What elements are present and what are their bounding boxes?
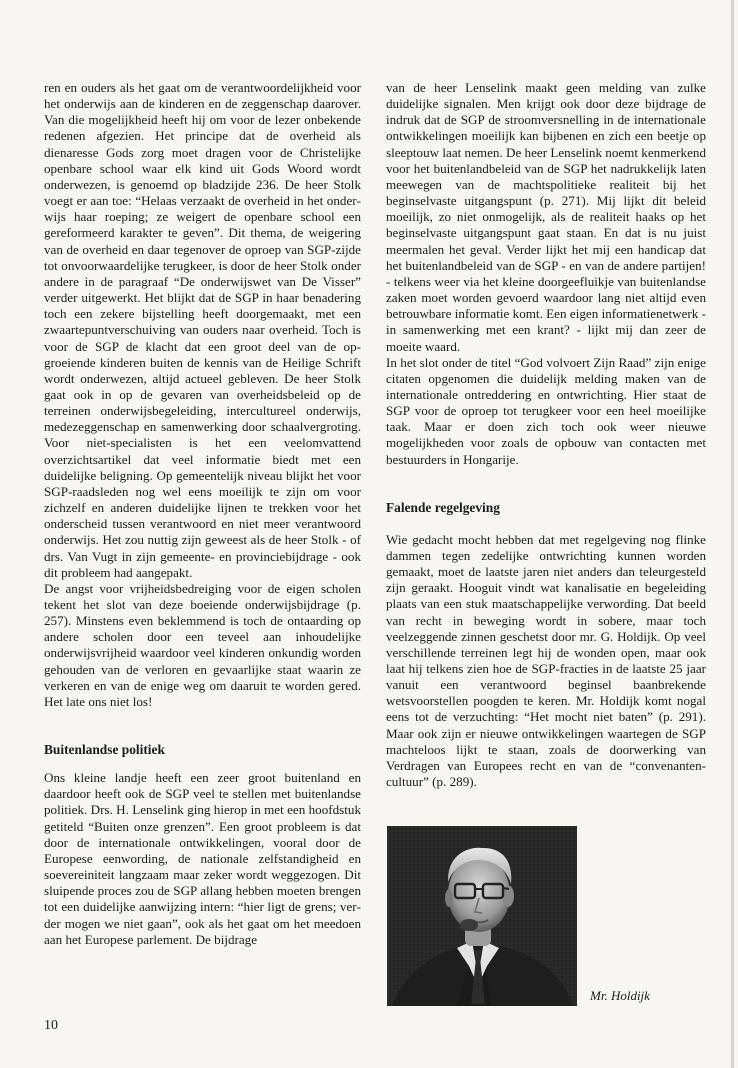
right-column [386,80,706,790]
section-heading: Falende regelgeving [386,499,500,515]
left-column [44,80,361,948]
paragraph: In het slot onder de titel “God volvoert Zijn Raad” zijn enige citaten opgenomen die duidelijk melding maken van de internationale ontreddering en ontwrichting. Hier staat de SGP voor de oproep tot terugkeer voor een heel moeilijke taak. Maar er doen zich toch ook weer nieuwe mogelijkheden voor zoals de opbouw van contacten met bestuurders in Hongarije. [386,354,706,467]
portrait-photo [387,826,577,1006]
paragraph: ren en ouders als het gaat om de verantwoordelijkheid voor het onderwijs aan de kinderen en de zeggenschap daarover. Van die mogelijkheid heeft hij om voor de lezer onbekende redenen afgezien. Het principe dat de overheid als dienaresse Gods zorg moet dragen voor de Christelijke openbare school waar elk kind uit Gods Woord wordt onderwezen, is genoemd op bladzijde 236. De heer Stolk voegt er aan toe: “Helaas verzaakt de overheid in het onderwijs haar roeping; ze weigert de openbare school een gereformeerd karakter te geven”. Dit thema, de weigering van de overheid en daar tegenover de oproep van SGP-zijde tot onvoorwaardelijke terugkeer, is door de heer Stolk onder andere in de paragraaf “De onderwijswet van De Visser” verder uitgewerkt. Het blijkt dat de SGP in haar benadering toch een zekere bijstelling heeft doorgemaakt, met een zwaartepuntverschuiving van ouders naar overheid. Toch is voor de SGP de klacht dat een groot deel van de opgroeiende kinderen buiten de kennis van de Heilige Schrift wordt onderwezen, altijd actueel gebleven. De heer Stolk gaat ook in op de gevaren van overheidsbeleid op de terreinen onderwijsbegeleiding, intercultureel onderwijs, medezeggenschap en samenwerking door schaalvergroting. Voor niet-specialisten is het een veelomvattend overzichtsartikel dat veel informatie biedt met een duidelijke beligning. Op gemeentelijk niveau blijkt het voor SGP-raadsleden nog wel eens moeilijk te zijn om voor zichzelf en anderen duidelijke lijnen te trekken voor het onderscheid tussen verantwoord en niet meer verantwoord onderwijs. Het zou nuttig zijn geweest als de heer Stolk - of drs. Van Vugt in zijn gemeente- en provinciebijdrage - ook dit probleem had aangepakt. [44,80,361,580]
page-number: 10 [44,1018,58,1033]
page-edge [731,0,734,1068]
paragraph: De angst voor vrijheidsbedreiging voor de eigen scholen tekent het slot van deze boeiende onderwijsbijdrage (p. 257). Minstens even beklemmend is toch de ontaarding op andere scholen door een teveel aan inhoudelijke onderwijsvrijheid waardoor veel kinderen onkundig worden gehouden van de verloren en gevaarlijke staat waarin ze verkeren en van de enige weg om daaruit te worden gered. Het late ons niet los! [44,580,361,709]
paragraph: Wie gedacht mocht hebben dat met regelgeving nog flinke dammen tegen zedelijke ontwrichting kunnen worden gemaakt, moet de laatste jaren niet anders dan teleurgesteld zijn geraakt. Hooguit vindt wat kanalisatie en begeleiding plaats van een stuk maatschappelijke verwording. Dat beeld van recht in beweging wordt in sobere, maar toch veelzeggende zinnen geschetst door mr. G. Holdijk. Op veel verschillende terreinen legt hij de wonden open, maar ook laat hij telkens zien hoe de SGP-fracties in de laatste 25 jaar vanuit een verantwoord beginsel baanbrekende wetsvoorstellen poogden te keren. Mr. Holdijk komt nogal eens tot de verzuchting: “Het mocht niet baten” (p. 291). Maar ook zijn er nieuwe ontwikkelingen waartegen de SGP machteloos lijkt te staan, zoals de doorwerking van Verdragen van Europees recht en van de “convenanten-cultuur” (p. 289). [386,531,706,790]
photo-caption: Mr. Holdijk [590,988,650,1003]
section-heading: Buitenlandse politiek [44,742,165,758]
paragraph: Ons kleine landje heeft een zeer groot buitenland en daardoor heeft ook de SGP veel te stellen met buitenlandse politiek. Drs. H. Lenselink ging hierop in met een hoofdstuk getiteld “Buiten onze grenzen”. Een groot probleem is dat door de internationale ontwikkelingen, vooral door de Europese eenwording, de nationale zelfstandigheid en soevereiniteit langzaam maar zeker wordt weggezogen. Dit sluipende proces zou de SGP allang hebben moeten brengen tot een duidelijke aanwijzing intern: “hier ligt de grens; verder mogen we niet gaan”, ook als het gaat om het meedoen aan het Europese parlement. De bijdrage [44,770,361,947]
paragraph: van de heer Lenselink maakt geen melding van zulke duidelijke signalen. Men krijgt ook door deze bijdrage de indruk dat de SGP de stroomversnelling in de internationale ontwikkelingen moeilijk kan bijbenen en zich een beetje op sleeptouw laat nemen. De heer Lenselink noemt kenmerkend voor het buitenlandbeleid van de SGP het nadrukkelijk laten meewegen van de machtspolitieke realiteit bij het beginselvaste uitgangspunt (p. 271). Mij lijkt dit beleid moeilijk, zo niet onmogelijk, als de realiteit haaks op het beginselvaste uitgangspunt gaat staan. En dat is nu juist meermalen het geval. Verder lijkt het mij een handicap dat het buitenlandbeleid van de SGP - en van de andere partijen! - telkens weer via het kleine doorgeefluikje van buitenlandse zaken moet worden gevoerd waardoor lang niet altijd even betrouwbare informatie komt. Een eigen informatienetwerk - in samenwerking met een krant? - lijkt mij dan zeer de moeite waard. [386,80,706,354]
